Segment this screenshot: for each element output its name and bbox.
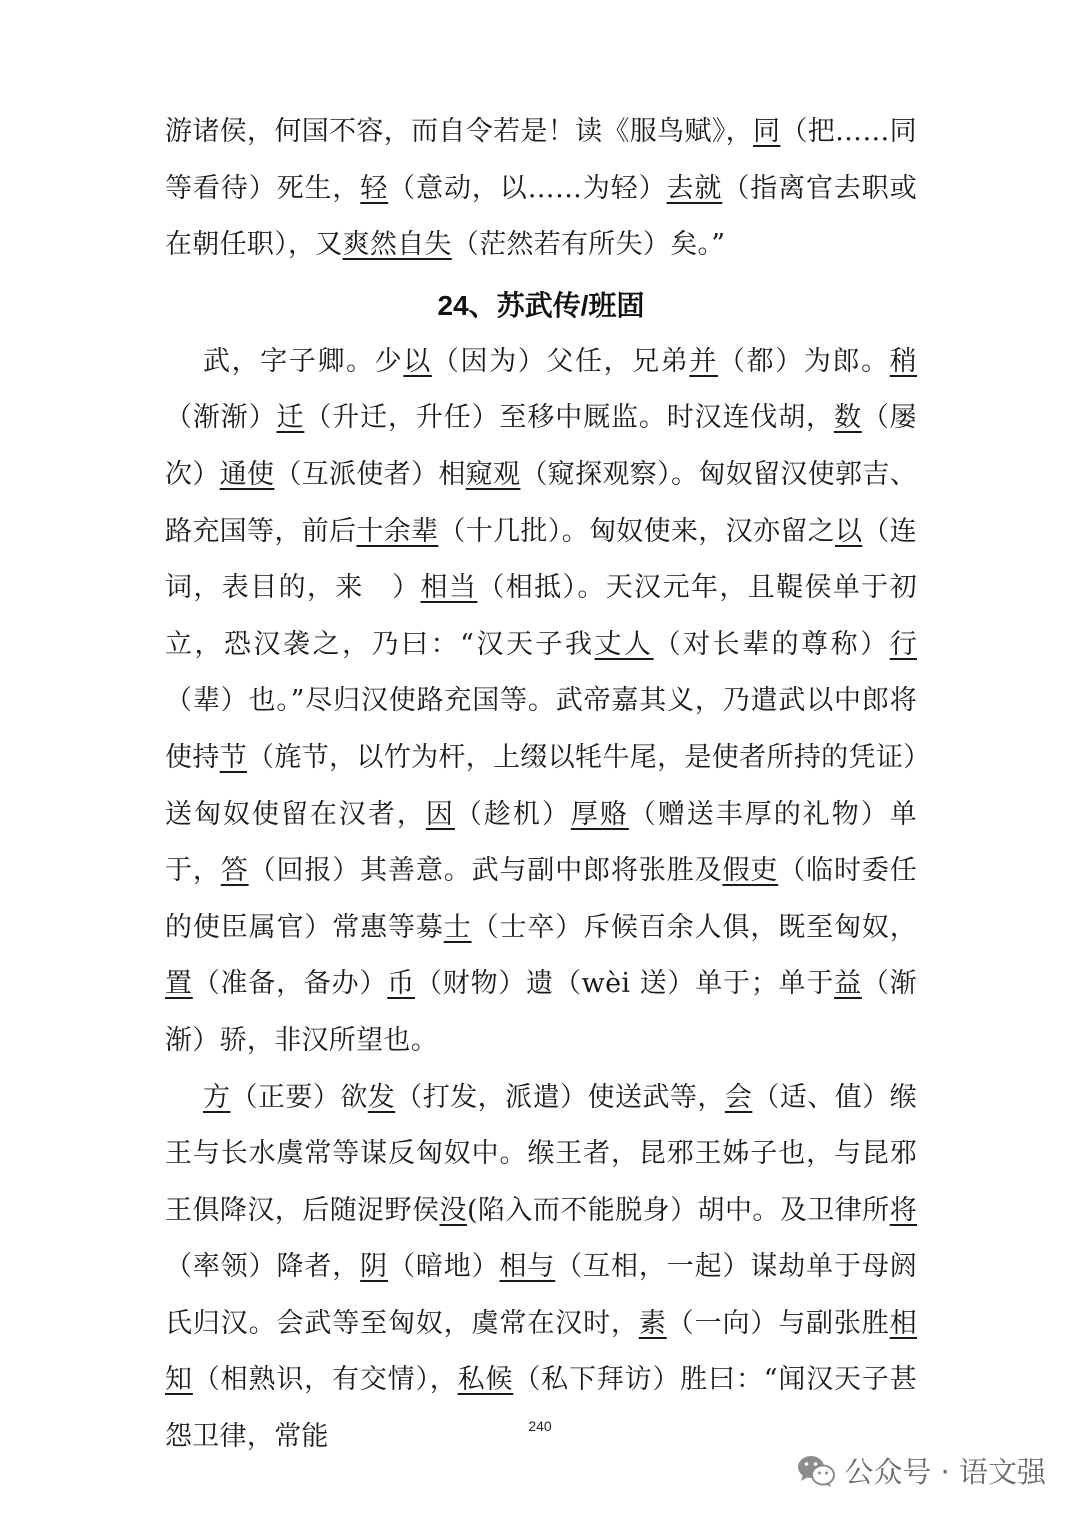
glossed-term: 方 xyxy=(203,1081,231,1113)
glossed-term: 币 xyxy=(387,968,416,1000)
glossed-term: 将 xyxy=(889,1194,917,1226)
glossed-term: 私候 xyxy=(457,1364,514,1396)
glossed-term: 答 xyxy=(220,855,249,887)
glossed-term: 数 xyxy=(833,402,862,434)
glossed-term: 以 xyxy=(403,345,432,377)
glossed-term: 相与 xyxy=(499,1251,556,1283)
glossed-term: 同 xyxy=(753,116,781,147)
section-heading: 24、苏武传/班固 xyxy=(437,289,645,321)
glossed-term: 稍 xyxy=(889,345,918,377)
watermark-text: 公众号 · 语文强 xyxy=(844,1455,1046,1489)
glossed-term: 窥观 xyxy=(465,458,521,490)
glossed-term: 因 xyxy=(425,798,455,830)
glossed-term: 阴 xyxy=(360,1251,388,1283)
watermark xyxy=(796,1450,1046,1491)
wechat-icon xyxy=(796,1454,836,1488)
glossed-term: 迁 xyxy=(276,402,305,434)
glossed-term: 发 xyxy=(367,1081,396,1113)
document-body xyxy=(165,104,917,1466)
page-number: 240 xyxy=(528,1418,552,1434)
glossed-term: 去就 xyxy=(666,172,723,204)
glossed-term: 节 xyxy=(219,741,248,773)
glossed-term: 丈人 xyxy=(594,628,654,660)
glossed-term: 以 xyxy=(835,515,863,547)
glossed-term: 假吏 xyxy=(722,855,779,887)
glossed-term: 益 xyxy=(834,968,862,1000)
glossed-term: 爽然自失 xyxy=(342,229,452,261)
glossed-term: 并 xyxy=(689,345,719,377)
glossed-term: 轻 xyxy=(360,172,389,204)
glossed-term: 行 xyxy=(889,628,917,660)
paragraph-plot: 方（正要）欲发（打发，派遣）使送武等，会（适、值）缑王与长水虞常等谋反匈奴中。缑王者，昆邪王姊子也，与昆邪王俱降汉，后随浞野侯没(陷入而不能脱身）胡中。及卫律所将（率领）降者，阴（暗地）相与（互相，一起）谋劫单于母阏氏归汉。会武等至匈奴，虞常在汉时，素（一向）与副张胜相知（相熟识，有交情），私候（私下拜访）胜曰：“闻汉天子甚怨卫律，常能 xyxy=(165,1081,918,1453)
glossed-term: 士 xyxy=(443,911,472,943)
paragraph-continuation: 游诸侯，何国不容，而自令若是！读《服鸟赋》，同（把……同等看待）死生，轻（意动，以……为轻）去就（指离官去职或在朝任职），又爽然自失（茫然若有所失）矣。” xyxy=(165,116,917,261)
paragraph-su-wu-intro: 武，字子卿。少以（因为）父任，兄弟并（都）为郎。稍（渐渐）迁（升迁，升任）至移中厩监。时汉连伐胡，数（屡次）通使（互派使者）相窥观（窥探观察）。匈奴留汉使郭吉、路充国等，前后十余辈（十几批）。匈奴使来，汉亦留之以（连词，表目的，来 ）相当（相抵）。天汉元年，且鞮侯单于初立，恐汉袭之，乃曰：“汉天子我丈人（对长辈的尊称）行（辈）也。”尽归汉使路充国等。武帝嘉其义，乃遣武以中郎将使持节（旄节，以竹为杆，上缀以牦牛尾，是使者所持的凭证）送匈奴使留在汉者，因（趁机）厚赂（赠送丰厚的礼物）单于，答（回报）其善意。武与副中郎将张胜及假吏（临时委任的使臣属官）常惠等募士（士卒）斥候百余人俱，既至匈奴，置（准备，备办）币（财物）遗（wèi 送）单于；单于益（渐渐）骄，非汉所望也。 xyxy=(165,345,918,1056)
glossed-term: 素 xyxy=(638,1307,667,1339)
glossed-term: 相知 xyxy=(165,1307,917,1396)
glossed-term: 通使 xyxy=(219,458,275,490)
glossed-term: 会 xyxy=(724,1081,753,1113)
glossed-term: 没 xyxy=(439,1194,467,1226)
glossed-term: 相当 xyxy=(420,572,478,604)
glossed-term: 置 xyxy=(165,968,193,1000)
glossed-term: 厚赂 xyxy=(570,798,629,830)
glossed-term: 十余辈 xyxy=(356,515,439,547)
